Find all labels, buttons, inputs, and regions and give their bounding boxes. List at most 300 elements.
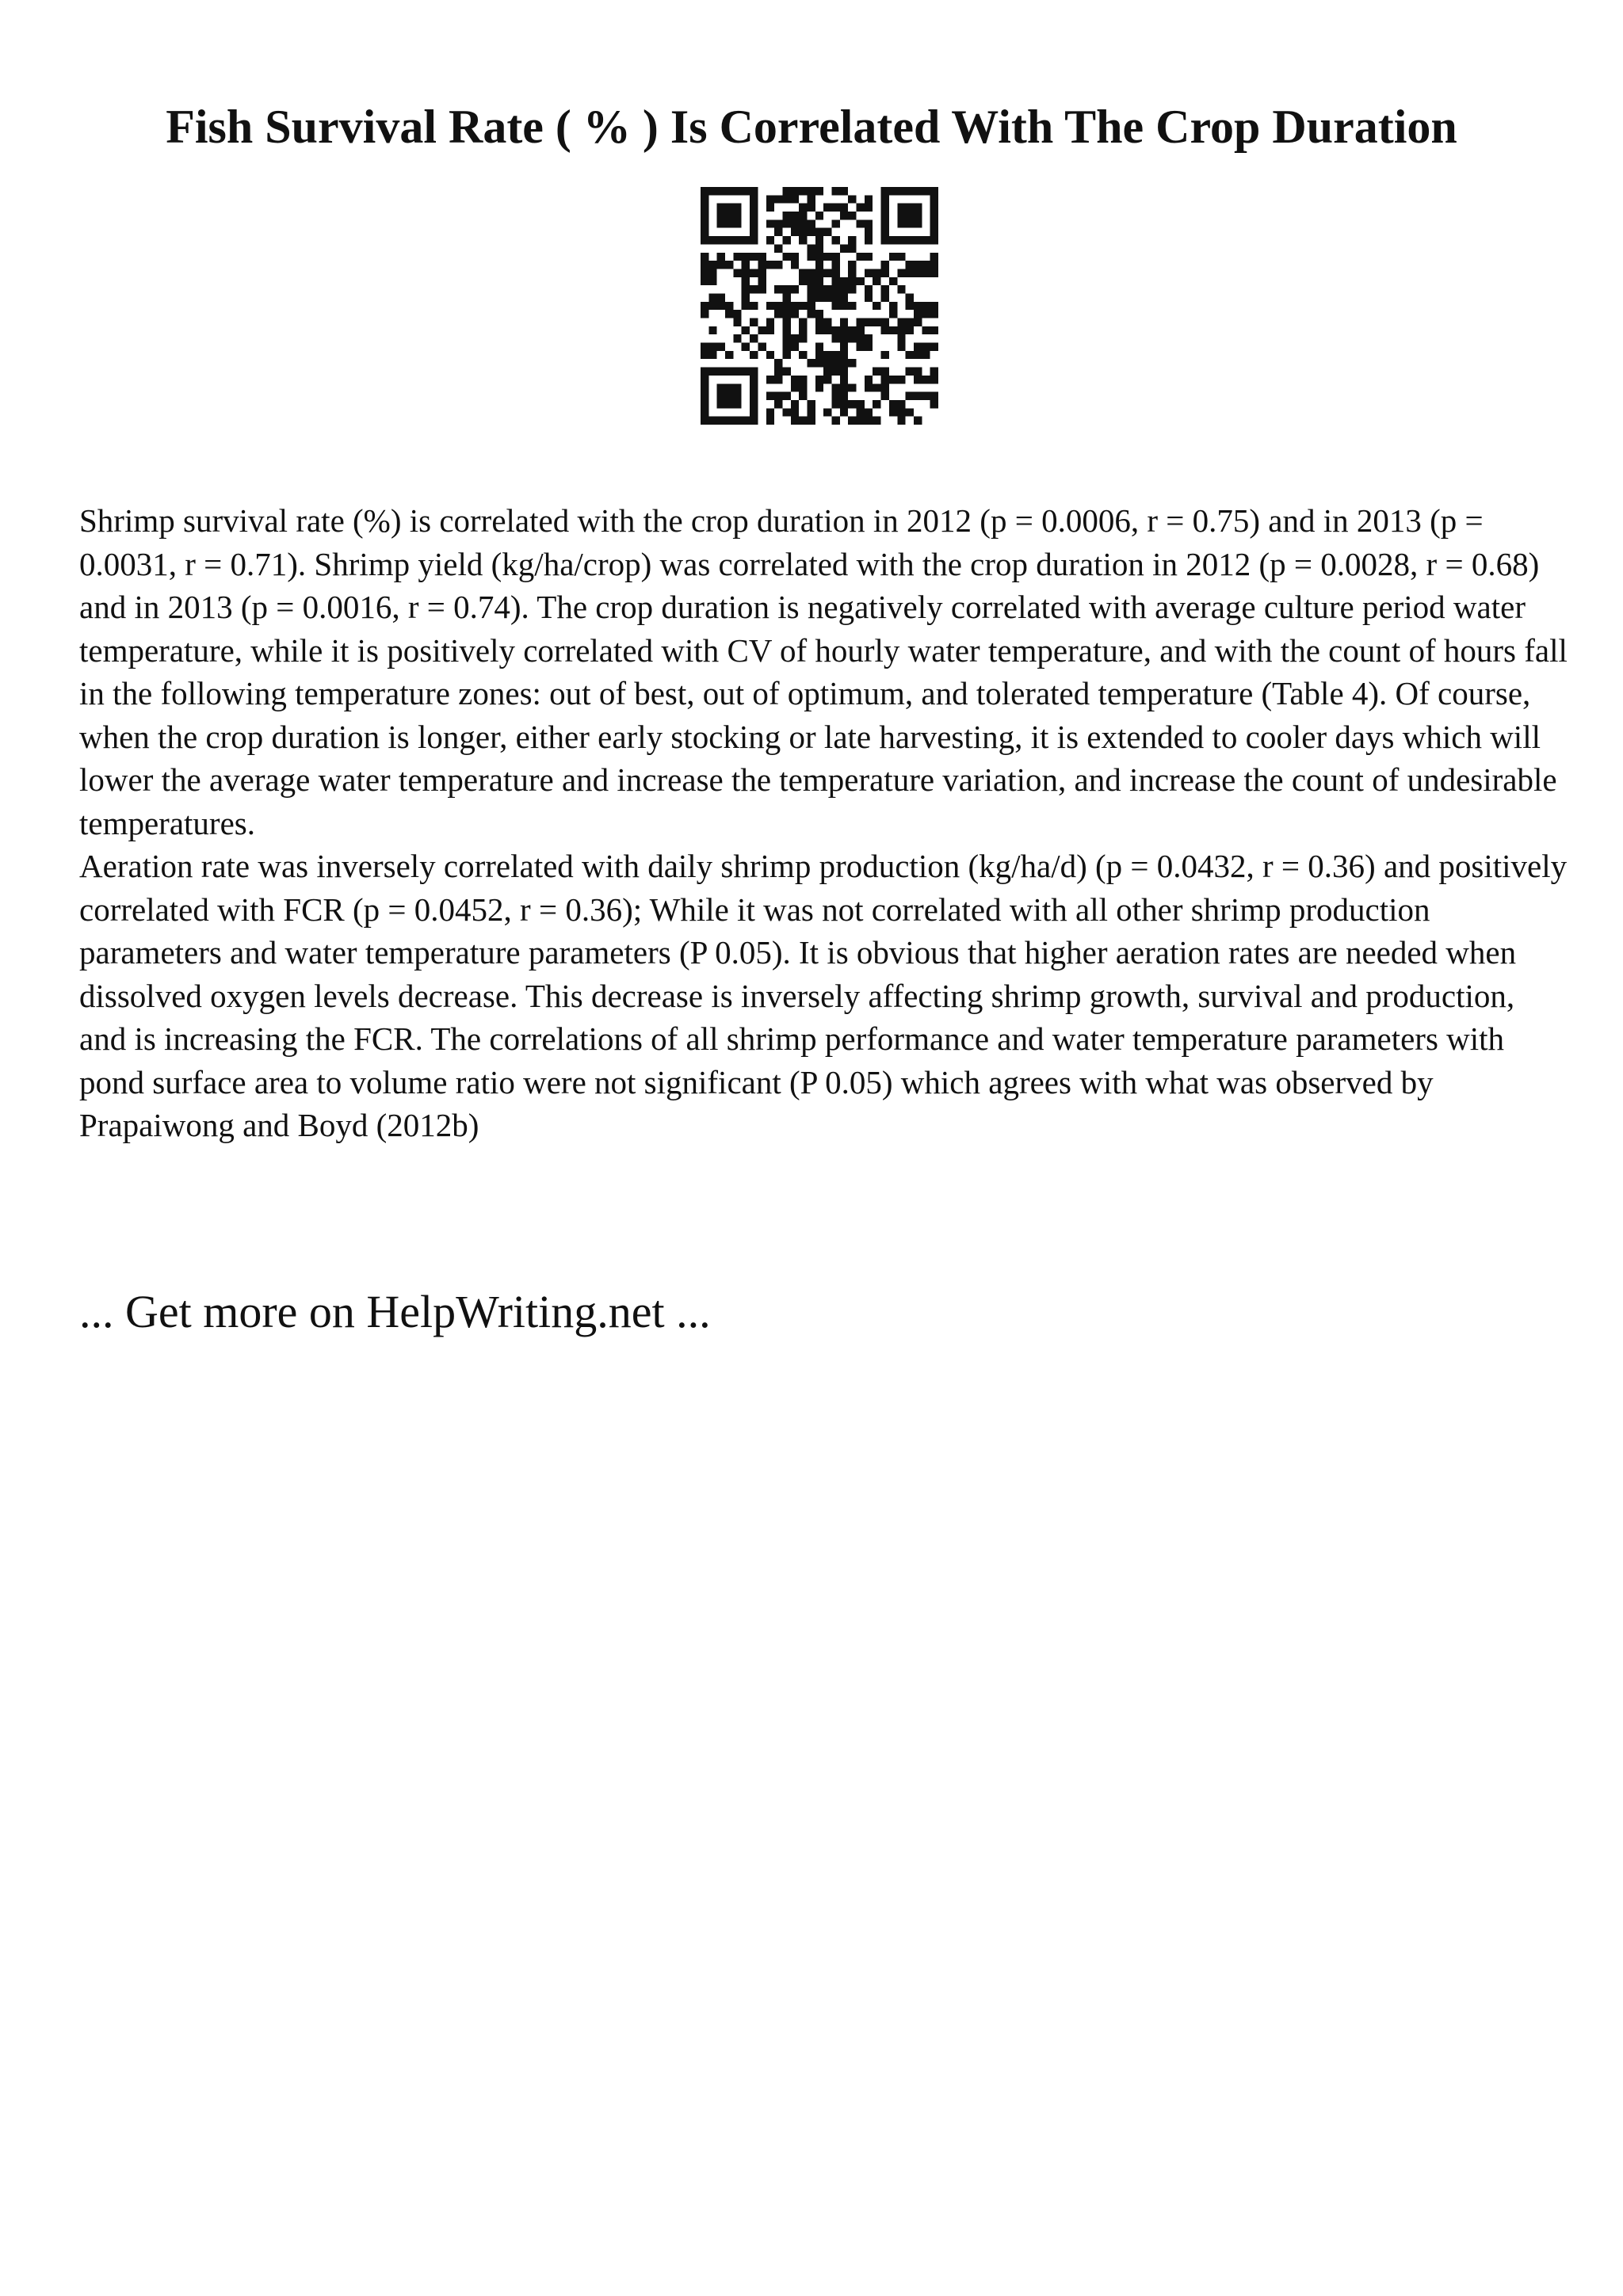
qr-module [840, 187, 848, 195]
qr-module [930, 343, 938, 351]
qr-module [815, 269, 823, 277]
qr-module [848, 261, 856, 269]
qr-module [881, 187, 889, 195]
qr-module [750, 417, 758, 425]
qr-module [733, 204, 741, 212]
qr-module [782, 293, 790, 301]
qr-module [914, 392, 922, 400]
qr-module [717, 187, 725, 195]
qr-module [930, 228, 938, 236]
qr-module [766, 326, 774, 334]
qr-module [766, 417, 774, 425]
qr-module [725, 392, 733, 400]
qr-module [701, 212, 708, 219]
qr-module [725, 417, 733, 425]
qr-module [897, 187, 905, 195]
qr-module [815, 277, 823, 285]
qr-module [766, 236, 774, 244]
qr-module [930, 236, 938, 244]
qr-module [708, 351, 716, 359]
qr-module [807, 253, 815, 261]
qr-module [717, 383, 725, 391]
qr-module [906, 212, 914, 219]
qr-module [922, 187, 930, 195]
qr-module [840, 376, 848, 383]
qr-module [733, 400, 741, 408]
qr-module [897, 269, 905, 277]
qr-module [815, 310, 823, 318]
qr-module [840, 368, 848, 376]
qr-module [930, 253, 938, 261]
qr-code [701, 187, 938, 425]
qr-module [823, 293, 831, 301]
qr-module [815, 285, 823, 293]
qr-module [750, 392, 758, 400]
qr-module [733, 269, 741, 277]
qr-module [922, 392, 930, 400]
qr-module [823, 376, 831, 383]
qr-module [914, 204, 922, 212]
qr-module [766, 219, 774, 227]
qr-module [857, 219, 865, 227]
qr-module [881, 351, 889, 359]
qr-module [782, 219, 790, 227]
qr-module [742, 343, 750, 351]
qr-module [857, 408, 865, 416]
qr-module [857, 417, 865, 425]
qr-module [782, 285, 790, 293]
qr-module [922, 310, 930, 318]
qr-module [857, 253, 865, 261]
qr-module [742, 277, 750, 285]
qr-module [840, 408, 848, 416]
qr-module [708, 236, 716, 244]
qr-module [725, 400, 733, 408]
qr-module [914, 310, 922, 318]
qr-module [701, 187, 708, 195]
qr-module [815, 318, 823, 326]
qr-module [750, 408, 758, 416]
qr-module [782, 408, 790, 416]
qr-module [865, 269, 873, 277]
qr-module [725, 187, 733, 195]
qr-module [815, 253, 823, 261]
qr-module [807, 408, 815, 416]
qr-module [897, 318, 905, 326]
qr-module [815, 261, 823, 269]
qr-module [717, 302, 725, 310]
qr-module [758, 269, 766, 277]
qr-module [889, 253, 897, 261]
qr-module [881, 293, 889, 301]
qr-module [840, 400, 848, 408]
qr-module [930, 392, 938, 400]
qr-module [906, 261, 914, 269]
qr-module [840, 277, 848, 285]
qr-module [799, 326, 807, 334]
qr-module [840, 244, 848, 252]
qr-module [823, 359, 831, 367]
qr-module [742, 293, 750, 301]
qr-module [815, 359, 823, 367]
paragraph-aeration-rate: Aeration rate was inversely correlated with daily shrimp production (kg/ha/d) (p = 0.0432, r = 0.36) and positively correlated with FCR (p = 0.0452, r = 0.36); While it was not correlated with all other shrimp production parameters and water temperature parameters (P 0.05). It is obvious that higher aeration rates are needed when dissolved oxygen levels decrease. This decrease is inversely affecting shrimp growth, survival and production, and is increasing the FCR. The correlations of all shrimp performance and water temperature parameters with pond surface area to volume ratio were not significant (P 0.05) which agrees with what was observed by Prapaiwong and Boyd (2012b) [79, 848, 1568, 1143]
qr-module [782, 351, 790, 359]
qr-module [725, 236, 733, 244]
qr-module [701, 302, 708, 310]
qr-module [807, 310, 815, 318]
qr-module [717, 212, 725, 219]
qr-module [889, 310, 897, 318]
qr-module [865, 204, 873, 212]
qr-module [914, 269, 922, 277]
qr-module [791, 253, 799, 261]
qr-module [857, 326, 865, 334]
qr-module [865, 236, 873, 244]
qr-module [701, 195, 708, 203]
qr-module [701, 383, 708, 391]
qr-module [873, 302, 880, 310]
qr-module [815, 212, 823, 219]
qr-module [725, 261, 733, 269]
qr-module [774, 302, 782, 310]
qr-module [823, 228, 831, 236]
qr-module [881, 236, 889, 244]
qr-module [766, 318, 774, 326]
qr-module [799, 204, 807, 212]
qr-module [766, 351, 774, 359]
page-title: Fish Survival Rate ( % ) Is Correlated With The Crop Duration [166, 101, 1457, 153]
qr-module [708, 302, 716, 310]
qr-module [799, 417, 807, 425]
qr-module [881, 376, 889, 383]
qr-module [922, 376, 930, 383]
qr-module [750, 187, 758, 195]
qr-module [774, 376, 782, 383]
qr-module [733, 253, 741, 261]
qr-module [791, 187, 799, 195]
qr-module [848, 326, 856, 334]
qr-module [832, 383, 840, 391]
qr-module [791, 400, 799, 408]
qr-module [774, 368, 782, 376]
qr-module [708, 277, 716, 285]
qr-module [930, 187, 938, 195]
qr-module [914, 343, 922, 351]
qr-module [832, 219, 840, 227]
qr-module [717, 293, 725, 301]
qr-module [815, 244, 823, 252]
qr-module [725, 204, 733, 212]
qr-module [758, 253, 766, 261]
qr-module [848, 302, 856, 310]
qr-module [791, 302, 799, 310]
qr-module [832, 236, 840, 244]
qr-module [701, 376, 708, 383]
qr-module [725, 219, 733, 227]
qr-module [897, 400, 905, 408]
qr-module [922, 261, 930, 269]
qr-module [897, 334, 905, 342]
qr-module [914, 368, 922, 376]
qr-module [750, 302, 758, 310]
qr-module [906, 326, 914, 334]
qr-module [865, 417, 873, 425]
qr-module [930, 212, 938, 219]
qr-module [823, 408, 831, 416]
qr-module [708, 187, 716, 195]
qr-module [889, 400, 897, 408]
qr-module [750, 318, 758, 326]
qr-module [897, 236, 905, 244]
qr-module [865, 408, 873, 416]
qr-module [799, 219, 807, 227]
qr-module [782, 253, 790, 261]
qr-module [758, 343, 766, 351]
qr-module [832, 253, 840, 261]
qr-module [897, 343, 905, 351]
qr-module [791, 417, 799, 425]
qr-module [717, 204, 725, 212]
qr-module [733, 417, 741, 425]
qr-module [774, 244, 782, 252]
qr-module [782, 392, 790, 400]
qr-module [701, 392, 708, 400]
qr-module [914, 236, 922, 244]
qr-module [832, 285, 840, 293]
qr-module [906, 368, 914, 376]
qr-module [848, 244, 856, 252]
qr-module [840, 326, 848, 334]
qr-module [840, 334, 848, 342]
qr-module [774, 228, 782, 236]
qr-module [914, 318, 922, 326]
qr-module [807, 187, 815, 195]
qr-module [840, 343, 848, 351]
qr-module [733, 334, 741, 342]
qr-module [906, 408, 914, 416]
qr-module [774, 359, 782, 367]
qr-module [840, 302, 848, 310]
qr-module [758, 261, 766, 269]
qr-module [906, 293, 914, 301]
qr-module [873, 383, 880, 391]
qr-module [701, 269, 708, 277]
qr-module [832, 368, 840, 376]
qr-module [750, 236, 758, 244]
qr-module [717, 236, 725, 244]
qr-module [750, 204, 758, 212]
qr-module [897, 285, 905, 293]
qr-module [848, 285, 856, 293]
qr-module [897, 408, 905, 416]
qr-module [742, 326, 750, 334]
qr-module [840, 359, 848, 367]
qr-module [897, 417, 905, 425]
qr-module [791, 219, 799, 227]
qr-module [815, 383, 823, 391]
qr-module [832, 392, 840, 400]
qr-module [832, 187, 840, 195]
qr-module [701, 253, 708, 261]
qr-module [832, 302, 840, 310]
qr-module [832, 326, 840, 334]
qr-module [848, 383, 856, 391]
qr-module [766, 261, 774, 269]
qr-module [873, 417, 880, 425]
qr-module [848, 417, 856, 425]
qr-module [930, 400, 938, 408]
qr-module [889, 408, 897, 416]
qr-module [774, 195, 782, 203]
qr-module [848, 277, 856, 285]
qr-module [865, 228, 873, 236]
qr-module [708, 293, 716, 301]
qr-module [832, 204, 840, 212]
qr-module [914, 376, 922, 383]
article-body [79, 499, 1569, 1147]
qr-module [832, 351, 840, 359]
qr-module [750, 334, 758, 342]
qr-module [857, 318, 865, 326]
qr-module [881, 212, 889, 219]
get-more-link[interactable]: ... Get more on HelpWriting.net ... [79, 1286, 711, 1337]
qr-module [930, 302, 938, 310]
qr-module [791, 228, 799, 236]
qr-module [840, 383, 848, 391]
qr-module [865, 318, 873, 326]
qr-module [881, 204, 889, 212]
qr-module [914, 302, 922, 310]
qr-module [750, 219, 758, 227]
qr-module [774, 392, 782, 400]
qr-module [840, 318, 848, 326]
qr-module [897, 212, 905, 219]
qr-module [930, 326, 938, 334]
qr-module [742, 285, 750, 293]
qr-module [791, 376, 799, 383]
qr-module [782, 187, 790, 195]
qr-module [807, 302, 815, 310]
qr-module [823, 351, 831, 359]
qr-module [823, 318, 831, 326]
qr-module [750, 212, 758, 219]
qr-module [832, 261, 840, 269]
qr-module [807, 417, 815, 425]
qr-module [840, 351, 848, 359]
qr-module [799, 392, 807, 400]
qr-module [708, 343, 716, 351]
qr-module [701, 261, 708, 269]
qr-module [807, 195, 815, 203]
qr-module [750, 383, 758, 391]
qr-module [881, 269, 889, 277]
qr-module [807, 228, 815, 236]
qr-module [889, 236, 897, 244]
qr-module [708, 368, 716, 376]
qr-module [717, 343, 725, 351]
qr-module [857, 343, 865, 351]
qr-module [742, 187, 750, 195]
qr-module [881, 228, 889, 236]
qr-module [815, 187, 823, 195]
qr-module [799, 269, 807, 277]
qr-module [914, 187, 922, 195]
qr-module [701, 400, 708, 408]
qr-module [742, 269, 750, 277]
qr-module [840, 293, 848, 301]
qr-module [914, 351, 922, 359]
qr-module [832, 334, 840, 342]
qr-module [906, 187, 914, 195]
qr-module [865, 293, 873, 301]
qr-module [906, 269, 914, 277]
qr-module [750, 253, 758, 261]
qr-module [782, 310, 790, 318]
qr-module [774, 400, 782, 408]
qr-module [750, 400, 758, 408]
qr-module [750, 269, 758, 277]
qr-module [750, 368, 758, 376]
qr-module [733, 368, 741, 376]
qr-module [725, 351, 733, 359]
qr-module [782, 318, 790, 326]
qr-module [889, 302, 897, 310]
qr-module [881, 285, 889, 293]
qr-module [701, 310, 708, 318]
qr-module [742, 253, 750, 261]
qr-module [782, 326, 790, 334]
qr-module [782, 368, 790, 376]
qr-module [799, 228, 807, 236]
qr-module [906, 302, 914, 310]
qr-module [897, 253, 905, 261]
qr-module [766, 408, 774, 416]
qr-module [930, 195, 938, 203]
qr-module [930, 261, 938, 269]
qr-module [857, 204, 865, 212]
qr-module [881, 219, 889, 227]
qr-module [914, 417, 922, 425]
qr-module [823, 204, 831, 212]
qr-module [930, 310, 938, 318]
qr-module [889, 187, 897, 195]
qr-module [774, 219, 782, 227]
qr-module [906, 392, 914, 400]
qr-module [815, 228, 823, 236]
qr-module [799, 236, 807, 244]
qr-module [742, 417, 750, 425]
qr-module [701, 351, 708, 359]
qr-code-image [701, 187, 938, 425]
qr-module [791, 408, 799, 416]
qr-module [873, 400, 880, 408]
qr-module [717, 392, 725, 400]
qr-module [930, 368, 938, 376]
qr-module [701, 408, 708, 416]
qr-module [857, 334, 865, 342]
qr-module [758, 326, 766, 334]
qr-module [708, 261, 716, 269]
qr-module [733, 310, 741, 318]
qr-module [750, 351, 758, 359]
qr-module [881, 368, 889, 376]
qr-module [873, 269, 880, 277]
qr-module [701, 236, 708, 244]
qr-module [906, 204, 914, 212]
qr-module [832, 359, 840, 367]
qr-module [832, 417, 840, 425]
qr-module [807, 219, 815, 227]
